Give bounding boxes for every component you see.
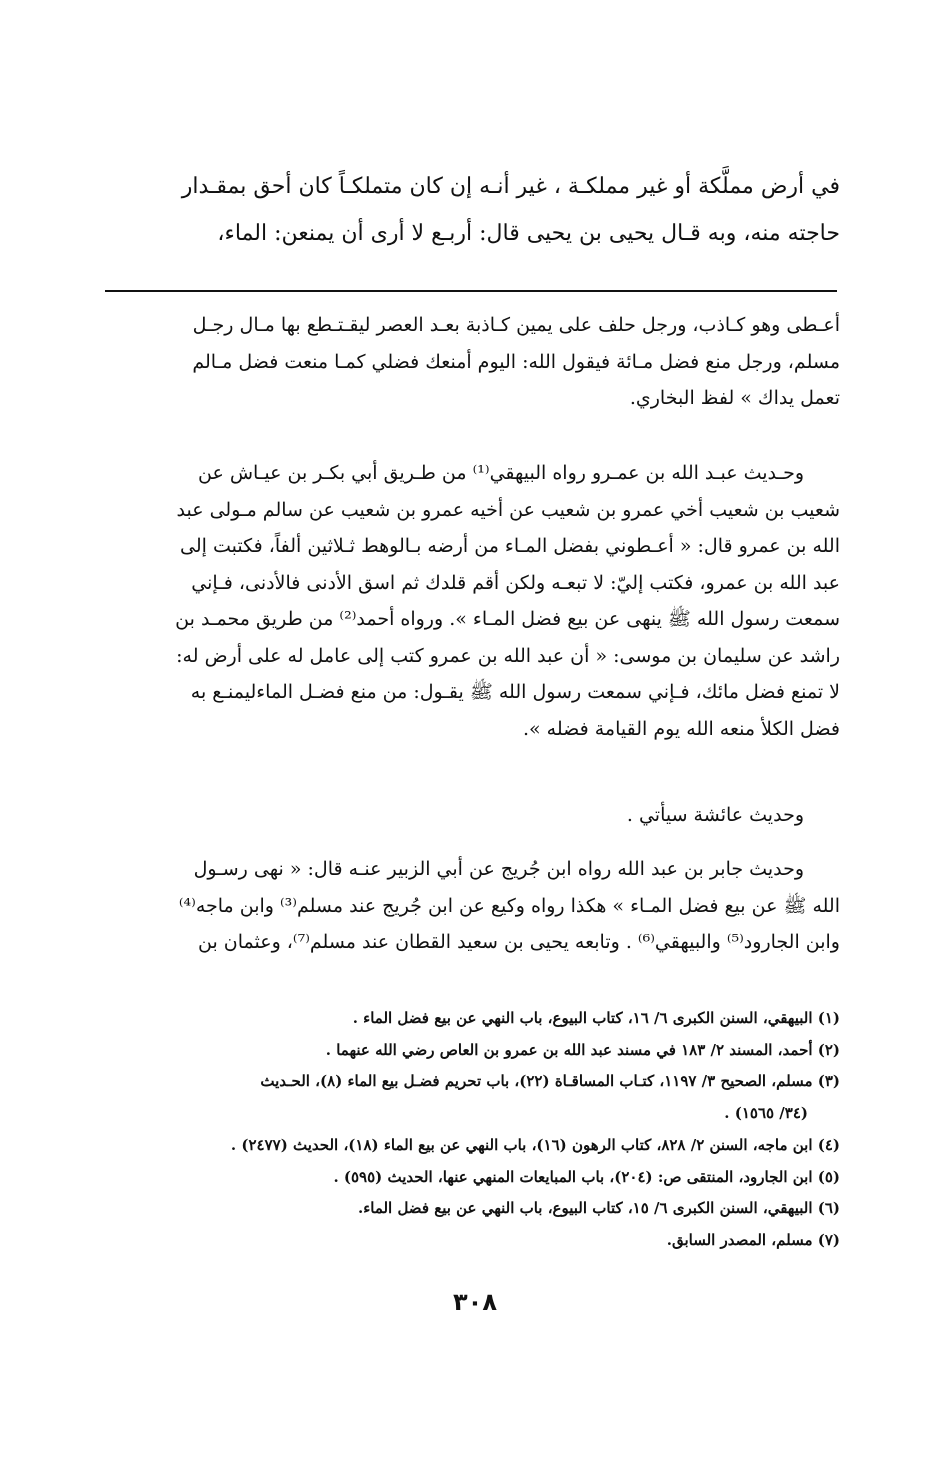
footnotes — [105, 1003, 840, 1257]
paragraph-line: سمعت رسول الله ﷺ ينهى عن بيع فضل المـاء ». ورواه أحمد⁽²⁾ من طريق محمـد بن — [175, 608, 840, 630]
footnote-1 — [105, 1003, 840, 1035]
paragraph-continuation — [105, 307, 840, 417]
paragraph-line: شعيب بن شعيب أخي عمرو بن شعيب عن أخيه عمرو بن شعيب عن سالم مـولى عبد — [176, 498, 840, 521]
paragraph-line: الله ﷺ عن بيع فضل المـاء » هكذا رواه وكيع عن ابن جُريج عند مسلم⁽³⁾ وابن ماجه⁽⁴⁾ — [178, 894, 840, 917]
footnote-line: (٦) البيهقي، السنن الكبرى ٦/ ١٥، كتاب البيوع، باب النهي عن بيع فضل الماء. — [357, 1199, 840, 1218]
footnote-6 — [105, 1193, 840, 1225]
paragraph-line: عبد الله بن عمرو، فكتب إليّ: لا تبعـه ولكن أقم قلدك ثم اسق الأدنى فالأدنى، فـإني — [191, 571, 840, 594]
footnote-line: (٣) مسلم، الصحيح ٣/ ١١٩٧، كتـاب المساقـاة (٢٢)، باب تحريم فضـل بيع الماء (٨)، الحـديث — [260, 1072, 840, 1091]
footnote-line: (٧) مسلم، المصدر السابق. — [666, 1230, 840, 1249]
footnote-4 — [105, 1130, 840, 1162]
paragraph-line: وحديث جابر بن عبد الله رواه ابن جُريج عن أبي الزبير عنـه قال: « نهى رسـول — [193, 858, 804, 880]
footnote-line: (٢) أحمد، المسند ٢/ ١٨٣ في مسند عبد الله بن عمرو بن العاص رضي الله عنهما . — [325, 1040, 840, 1059]
footnote-2 — [105, 1035, 840, 1067]
footnote-line: (٥) ابن الجارود، المنتقى ص: (٢٠٤)، باب المبايعات المنهي عنها، الحديث (٥٩٥) . — [333, 1167, 840, 1186]
paragraph-jabir — [105, 851, 840, 961]
paragraph-aisha — [105, 797, 840, 834]
paragraph-line: فضل الكلأ منعه الله يوم القيامة فضله ». — [522, 717, 840, 740]
paragraph-line: الله بن عمرو قال: « أعـطوني بفضل المـاء من أرضه بـالوهط ثـلاثين ألفاً، فكتبت إلى — [180, 535, 840, 557]
page-number: ٣٠٨ — [453, 1288, 497, 1316]
footnote-7 — [105, 1225, 840, 1257]
paragraph-abdullah-ibn-amr — [105, 455, 840, 747]
main-text — [105, 163, 840, 257]
paragraph-line: راشد عن سليمان بن موسى: « أن عبد الله بن عمرو كتب إلى عامل له على أرض له: — [176, 644, 840, 667]
paragraph-line: وحـديث عبـد الله بن عمـرو رواه البيهقي⁽¹⁾ من طـريق أبي بكـر بن عيـاش عن — [197, 462, 804, 484]
paragraph-line: وابن الجارود⁽⁵⁾ والبيهقي⁽⁶⁾ . وتابعه يحيى بن سعيد القطان عند مسلم⁽⁷⁾، وعثمان بن — [197, 931, 840, 953]
footnote-3 — [105, 1066, 840, 1129]
footnote-5 — [105, 1162, 840, 1194]
separator-rule — [105, 290, 837, 292]
paragraph-line: لا تمنع فضل مائك، فـإني سمعت رسول الله ﷺ يقـول: من منع فضـل الماءليمنـع به — [190, 681, 840, 703]
paragraph-line: مسلم، ورجل منع فضل مـائة فيقول الله: اليوم أمنعك فضلي كمـا منعت فضل مـالم — [192, 350, 840, 373]
footnote-line: (١) البيهقي، السنن الكبرى ٦/ ١٦، كتاب البيوع، باب النهي عن بيع فضل الماء . — [352, 1009, 840, 1027]
paragraph-line: أعـطى وهو كـاذب، ورجل حلف على يمين كـاذبة بعـد العصر ليقـتـطع بها مـال رجـل — [192, 314, 840, 336]
paragraph-line: وحديث عائشة سيأتي . — [626, 804, 804, 826]
main-text-line: حاجته منه، وبه قـال يحيى بن يحيى قال: أربـع لا أرى أن يمنعن: الماء، — [217, 221, 840, 246]
main-text-line: في أرض مملَّكة أو غير مملكـة ، غير أنـه إن كان متملكـاً كان أحق بمقـدار — [181, 174, 840, 199]
footnote-line: (٤) ابن ماجه، السنن ٢/ ٨٢٨، كتاب الرهون (١٦)، باب النهي عن بيع الماء (١٨)، الحديث (٢٤٧٧) . — [230, 1135, 840, 1154]
paragraph-line: تعمل يداك » لفظ البخاري. — [629, 387, 840, 409]
footnote-line: (٣٤/ ١٥٦٥) . — [724, 1104, 808, 1123]
